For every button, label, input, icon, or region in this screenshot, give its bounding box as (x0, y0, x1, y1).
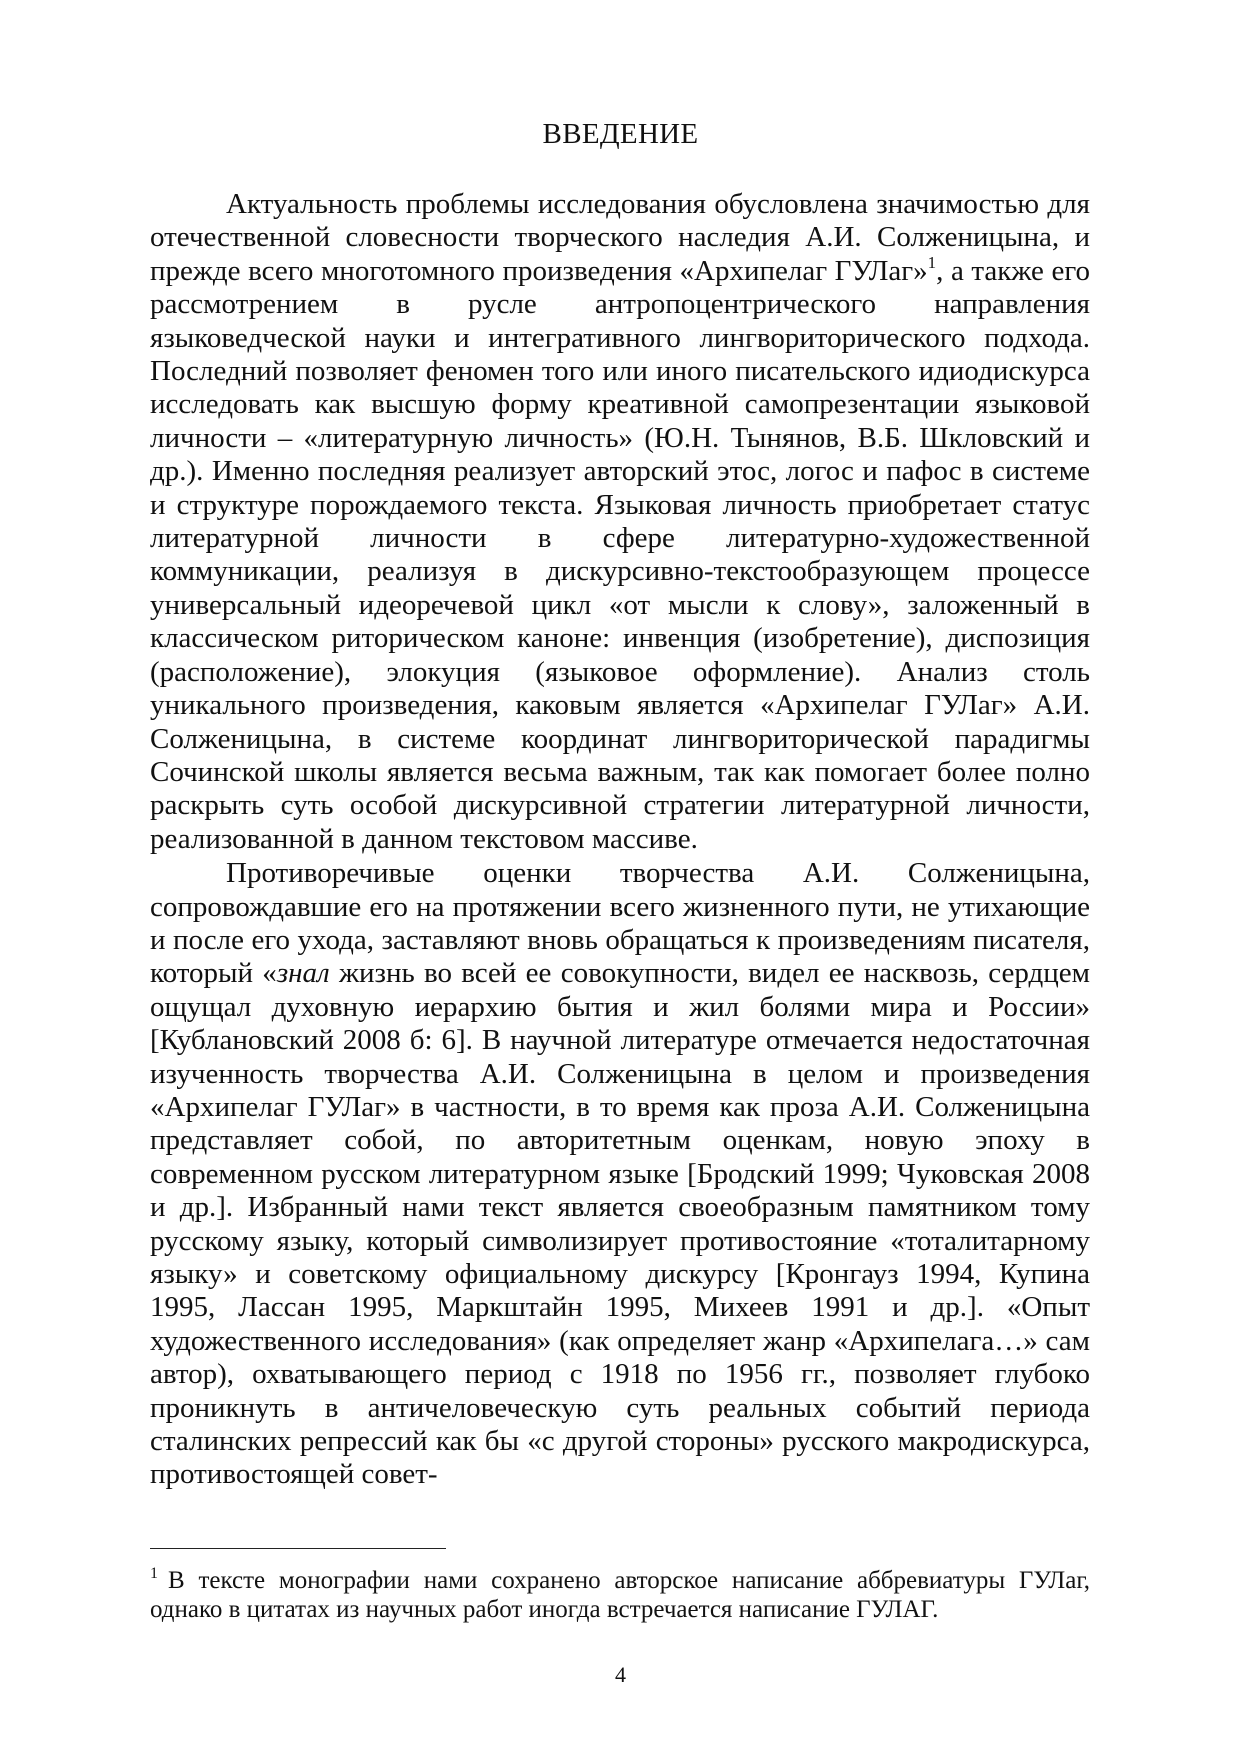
paragraph-relevance-text-end: , а также его рассмотрением в русле антропоцентрического направления языковедческой науки и интегративного лингвориторического подхода. Последний позволяет феномен того или иного писательского идиодискурса исследовать как высшую форму креативной самопрезентации языковой личности – «литературную личность» (Ю.Н. Тынянов, В.Б. Шкловский и др.). Именно последняя реализует авторский этос, логос и пафос в системе и структуре порождаемого текста. Языковая личность приобретает статус литературной личности в сфере литературно-художественной коммуникации, реализуя в дискурсивно-текстообразующем процессе универсальный идеоречевой цикл «от мысли к слову», заложенный в классическом риторическом каноне: инвенция (изобретение), диспозиция (расположение), элокуция (языковое оформление). Анализ столь уникального произведения, каковым является «Архипелаг ГУЛаг» А.И. Солженицына, в системе координат лингвориторической парадигмы Сочинской школы является весьма важным, так как помогает более полно раскрыть суть особой дискурсивной стратегии литературной личности, реализованной в данном текстовом массиве. (150, 254, 1090, 855)
footnote-divider (150, 1548, 446, 1549)
footnote-text: В тексте монографии нами сохранено авторское написание аббревиатуры ГУЛаг, однако в цитатах из научных работ иногда встречается написание ГУЛАГ. (150, 1567, 1090, 1623)
footnote (150, 1566, 1090, 1624)
italic-word: знал (276, 957, 330, 990)
paragraph-relevance (150, 188, 1090, 856)
section-heading: ВВЕДЕНИЕ (542, 118, 699, 150)
paragraph-relevance-text-start: Актуальность проблемы исследования обусловлена значимостью для отечественной словесности творческого наследия А.И. Солженицына, и прежде всего многотомного произведения «Архипелаг ГУЛаг» (150, 188, 1090, 287)
paragraph-assessments-text-end: жизнь во всей ее совокупности, видел ее насквозь, сердцем ощущал духовную иерархию бытия и жил болями мира и России» [Кублановский 2008 б: 6]. В научной литературе отмечается недостаточная изученность творчества А.И. Солженицына в целом и произведения «Архипелаг ГУЛаг» в частности, в то время как проза А.И. Солженицына представляет собой, по авторитетным оценкам, новую эпоху в современном русском литературном языке [Бродский 1999; Чуковская 2008 и др.]. Избранный нами текст является своеобразным памятником тому русскому языку, который символизирует противостояние «тоталитарному языку» и советскому официальному дискурсу [Кронгауз 1994, Купина 1995, Лассан 1995, Маркштайн 1995, Михеев 1991 и др.]. «Опыт художественного исследования» (как определяет жанр «Архипелага…» сам автор), охватывающего период с 1918 по 1956 гг., позволяет глубоко проникнуть в античеловеческую суть реальных событий периода сталинских репрессий как бы «с другой стороны» русского макродискурса, противостоящей совет- (150, 957, 1090, 1491)
paragraph-assessments (150, 857, 1090, 1492)
footnote-reference-mark: 1 (927, 252, 937, 272)
body-text (150, 188, 1090, 1492)
footnote-mark: 1 (150, 1565, 158, 1582)
page-number: 4 (615, 1662, 626, 1687)
paragraph-assessments-text-start: Противоречивые оценки творчества А.И. Солженицына, сопровождавшие его на протяжении всего жизненного пути, не утихающие и после его ухода, заставляют вновь обращаться к произведениям писателя, который « (150, 857, 1090, 990)
